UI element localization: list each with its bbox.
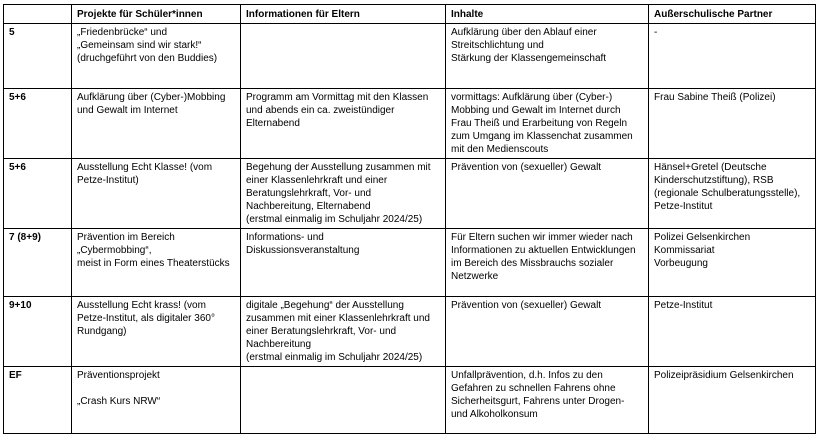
cell-partners: Polizeipräsidium Gelsenkirchen (649, 367, 816, 434)
header-parents: Informationen für Eltern (241, 5, 446, 24)
cell-partners: Hänsel+Gretel (Deutsche Kinderschutzstiftung), RSB (regionale Schulberatungsstelle), Petze-Institut (649, 159, 816, 229)
cell-grade: 5+6 (4, 159, 72, 229)
cell-parents: Begehung der Ausstellung zusammen mit einer Klassenlehrkraft und einer Beratungslehrkraft, Vor- und Nachbereitung, Elternabend (erstmal einmalig im Schuljahr 2024/25) (241, 159, 446, 229)
header-projects: Projekte für Schüler*innen (72, 5, 241, 24)
cell-grade: 7 (8+9) (4, 229, 72, 297)
cell-parents (241, 367, 446, 434)
header-contents: Inhalte (446, 5, 649, 24)
cell-contents: Prävention von (sexueller) Gewalt (446, 159, 649, 229)
table-row (4, 297, 816, 367)
cell-projects: „Friedenbrücke“ und „Gemeinsam sind wir stark!“ (druchgeführt von den Buddies) (72, 24, 241, 89)
cell-contents: Für Eltern suchen wir immer wieder nach Informationen zu aktuellen Entwicklungen im Bereich des Missbrauchs sozialer Netzwerke (446, 229, 649, 297)
table-row (4, 159, 816, 229)
cell-grade: 5 (4, 24, 72, 89)
cell-partners: Frau Sabine Theiß (Polizei) (649, 89, 816, 159)
prevention-table (3, 4, 816, 434)
table-header-row (4, 5, 816, 24)
cell-projects: Aufklärung über (Cyber-)Mobbing und Gewalt im Internet (72, 89, 241, 159)
table-row (4, 367, 816, 434)
table-row (4, 229, 816, 297)
cell-parents: Informations- und Diskussionsveranstaltung (241, 229, 446, 297)
cell-parents: digitale „Begehung“ der Ausstellung zusammen mit einer Klassenlehrkraft und einer Beratungslehrkraft, Vor- und Nachbereitung (erstmal einmalig im Schuljahr 2024/25) (241, 297, 446, 367)
cell-partners: Polizei Gelsenkirchen Kommissariat Vorbeugung (649, 229, 816, 297)
cell-projects: Ausstellung Echt krass! (vom Petze-Institut, als digitaler 360° Rundgang) (72, 297, 241, 367)
cell-contents: Prävention von (sexueller) Gewalt (446, 297, 649, 367)
cell-contents: Aufklärung über den Ablauf einer Streitschlichtung und Stärkung der Klassengemeinschaft (446, 24, 649, 89)
cell-projects: Ausstellung Echt Klasse! (vom Petze-Institut) (72, 159, 241, 229)
cell-parents (241, 24, 446, 89)
cell-contents: Unfallprävention, d.h. Infos zu den Gefahren zu schnellen Fahrens ohne Sicherheitsgurt, Fahrens unter Drogen- und Alkoholkonsum (446, 367, 649, 434)
cell-parents: Programm am Vormittag mit den Klassen und abends ein ca. zweistündiger Elternabend (241, 89, 446, 159)
cell-contents: vormittags: Aufklärung über (Cyber-) Mobbing und Gewalt im Internet durch Frau Theiß und Erarbeitung von Regeln zum Umgang im Klassenchat zusammen mit den Medienscouts (446, 89, 649, 159)
cell-partners: Petze-Institut (649, 297, 816, 367)
cell-partners: - (649, 24, 816, 89)
cell-projects: Prävention im Bereich „Cybermobbing“, meist in Form eines Theaterstücks (72, 229, 241, 297)
header-grade (4, 5, 72, 24)
header-partners: Außerschulische Partner (649, 5, 816, 24)
cell-grade: 5+6 (4, 89, 72, 159)
table-row (4, 89, 816, 159)
cell-grade: 9+10 (4, 297, 72, 367)
table-row (4, 24, 816, 89)
cell-projects: Präventionsprojekt „Crash Kurs NRW“ (72, 367, 241, 434)
cell-grade: EF (4, 367, 72, 434)
